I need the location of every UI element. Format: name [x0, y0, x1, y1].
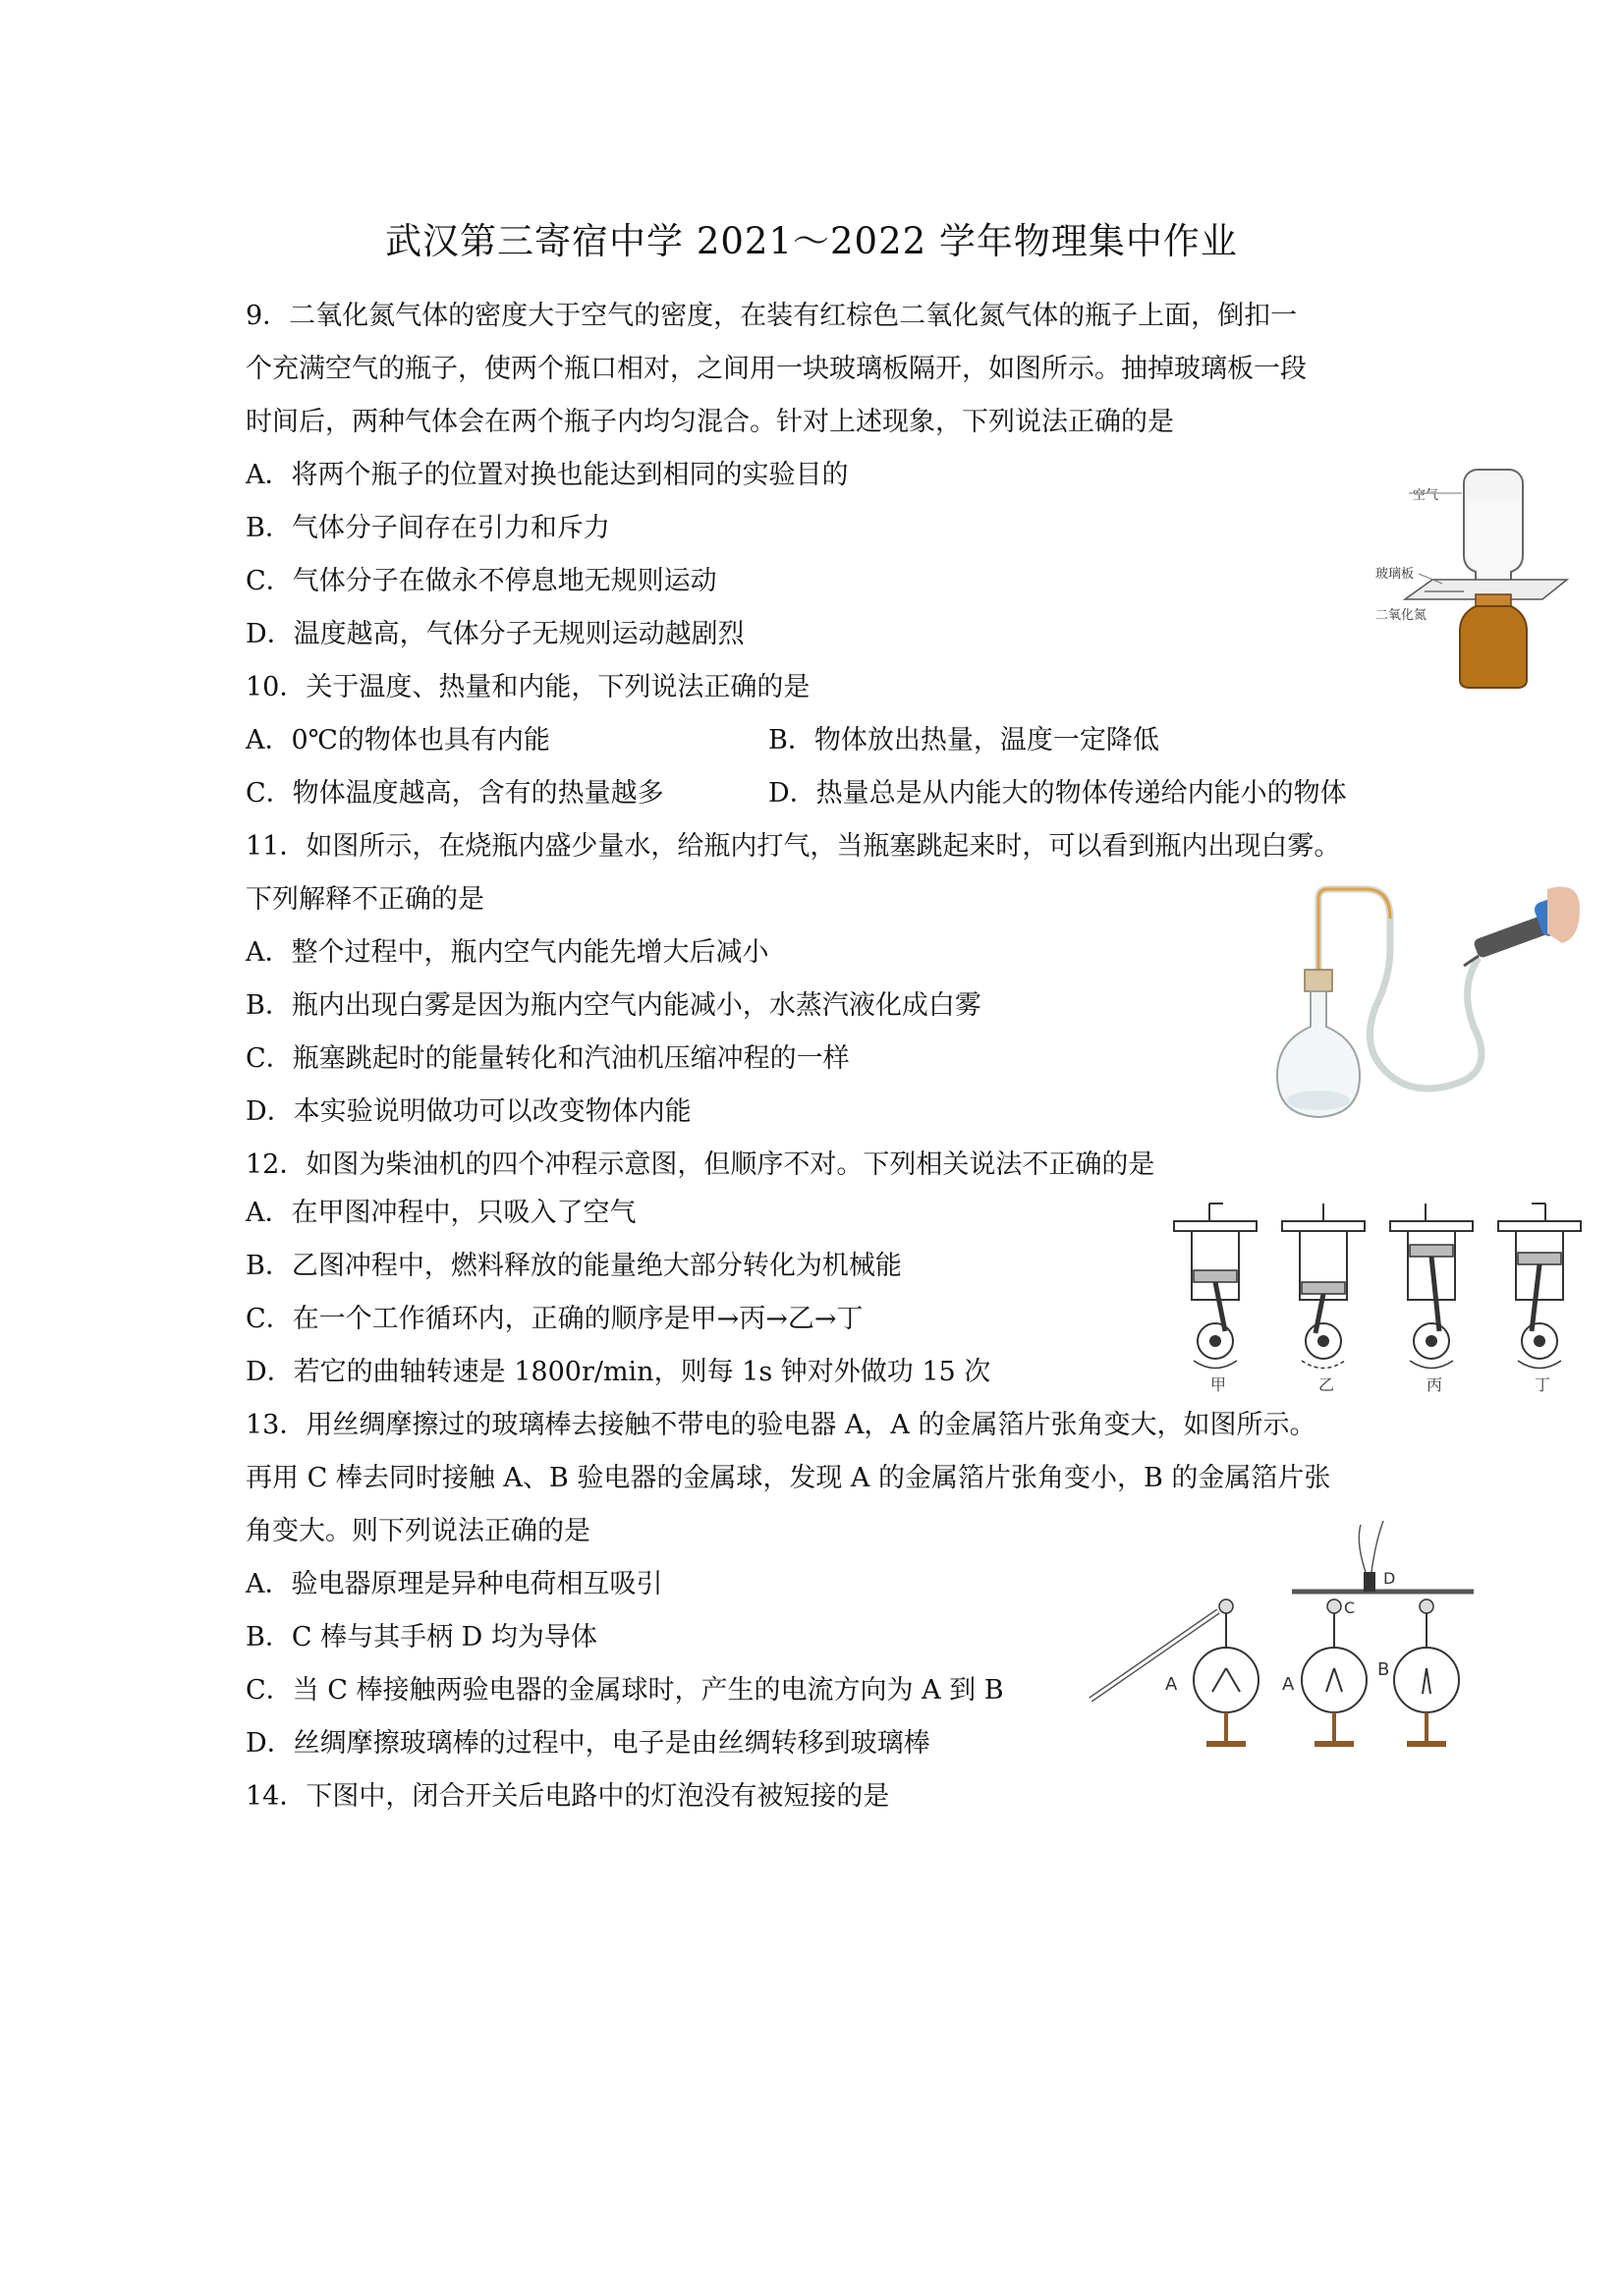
q13-label-a1: A	[1165, 1674, 1178, 1695]
q11-flask-pump-figure	[1267, 879, 1582, 1125]
engine-yi	[1282, 1204, 1365, 1369]
q11-stem-line-1: 11．如图所示，在烧瓶内盛少量水，给瓶内打气，当瓶塞跳起来时，可以看到瓶内出现白雾。	[246, 831, 1341, 862]
q9-stem-line-2: 个充满空气的瓶子，使两个瓶口相对，之间用一块玻璃板隔开，如图所示。抽掉玻璃板一段	[246, 354, 1307, 384]
q9-no2-label: 二氧化氮	[1375, 608, 1427, 623]
q10-stem: 10．关于温度、热量和内能，下列说法正确的是	[246, 672, 811, 702]
q10-option-c: C．物体温度越高，含有的热量越多	[246, 778, 664, 809]
q13-label-c: C	[1344, 1598, 1356, 1617]
q13-option-d: D．丝绸摩擦玻璃棒的过程中，电子是由丝绸转移到玻璃棒	[246, 1728, 930, 1759]
q10-option-b: B．物体放出热量，温度一定降低	[768, 725, 1159, 756]
q13-option-c: C．当 C 棒接触两验电器的金属球时，产生的电流方向为 A 到 B	[246, 1675, 1004, 1706]
engine-label-jia: 甲	[1210, 1375, 1227, 1394]
q9-stem-line-3: 时间后，两种气体会在两个瓶子内均匀混合。针对上述现象，下列说法正确的是	[246, 407, 1174, 437]
q13-label-a2: A	[1282, 1674, 1295, 1695]
q10-option-d: D．热量总是从内能大的物体传递给内能小的物体	[768, 778, 1347, 809]
q11-option-a: A．整个过程中，瓶内空气内能先增大后减小	[246, 937, 769, 968]
q13-option-b: B．C 棒与其手柄 D 均为导体	[246, 1622, 597, 1652]
q13-option-a: A．验电器原理是异种电荷相互吸引	[246, 1569, 663, 1599]
q13-label-b: B	[1377, 1659, 1390, 1680]
engine-ding	[1498, 1204, 1581, 1369]
q13-stem-line-3: 角变大。则下列说法正确的是	[246, 1516, 590, 1546]
q9-bottles-figure	[1366, 462, 1572, 693]
q12-option-d: D．若它的曲轴转速是 1800r/min，则每 1s 钟对外做功 15 次	[246, 1357, 991, 1387]
q13-stem-line-1: 13．用丝绸摩擦过的玻璃棒去接触不带电的验电器 A，A 的金属箔片张角变大，如图所示。	[246, 1410, 1316, 1440]
engine-label-ding: 丁	[1535, 1375, 1551, 1394]
q9-option-b: B．气体分子间存在引力和斥力	[246, 513, 610, 543]
q13-electroscope-figure	[1081, 1513, 1493, 1759]
engine-label-yi: 乙	[1318, 1375, 1335, 1394]
q12-stem: 12．如图为柴油机的四个冲程示意图，但顺序不对。下列相关说法不正确的是	[246, 1149, 1155, 1180]
engine-jia	[1174, 1204, 1257, 1369]
q12-engine-strokes-figure	[1159, 1194, 1592, 1395]
q11-stem-line-2: 下列解释不正确的是	[246, 884, 484, 915]
q12-option-b: B．乙图冲程中，燃料释放的能量绝大部分转化为机械能	[246, 1251, 902, 1281]
q11-option-c: C．瓶塞跳起时的能量转化和汽油机压缩冲程的一样	[246, 1043, 850, 1074]
q11-option-d: D．本实验说明做功可以改变物体内能	[246, 1096, 692, 1127]
q13-stem-line-2: 再用 C 棒去同时接触 A、B 验电器的金属球，发现 A 的金属箔片张角变小，B 的金属箔片张	[246, 1463, 1331, 1493]
q12-option-a: A．在甲图冲程中，只吸入了空气	[246, 1198, 637, 1228]
q12-option-c: C．在一个工作循环内，正确的顺序是甲→丙→乙→丁	[246, 1304, 864, 1334]
q9-glass-label: 玻璃板	[1375, 567, 1415, 582]
q9-air-label: 空气	[1413, 488, 1439, 503]
q14-stem: 14．下图中，闭合开关后电路中的灯泡没有被短接的是	[246, 1781, 890, 1812]
q9-stem-line-1: 9．二氧化氮气体的密度大于空气的密度，在装有红棕色二氧化氮气体的瓶子上面，倒扣一	[246, 301, 1298, 331]
q13-label-d: D	[1383, 1569, 1396, 1588]
q10-option-a: A．0℃的物体也具有内能	[246, 725, 550, 756]
engine-label-bing: 丙	[1427, 1375, 1443, 1394]
q9-option-c: C．气体分子在做永不停息地无规则运动	[246, 566, 717, 596]
engine-bing	[1390, 1204, 1473, 1369]
q11-option-b: B．瓶内出现白雾是因为瓶内空气内能减小，水蒸汽液化成白雾	[246, 990, 981, 1021]
page-title: 武汉第三寄宿中学 2021～2022 学年物理集中作业	[385, 220, 1238, 262]
q9-option-a: A．将两个瓶子的位置对换也能达到相同的实验目的	[246, 460, 849, 490]
q9-option-d: D．温度越高，气体分子无规则运动越剧烈	[246, 619, 745, 649]
